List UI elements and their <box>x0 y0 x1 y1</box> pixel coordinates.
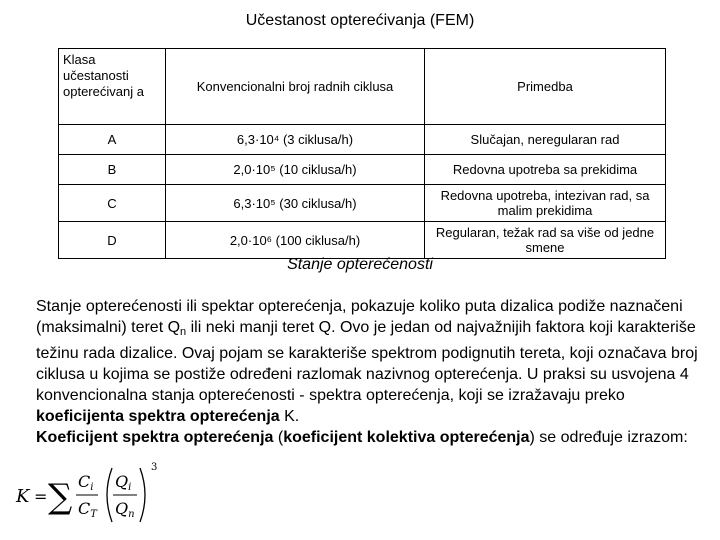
p2-text-b: ) se određuje izrazom: <box>529 429 688 446</box>
table-row <box>59 185 666 222</box>
table-header-row <box>59 49 666 125</box>
cell-broj: 2,0·10⁵ (10 ciklusa/h) <box>166 155 425 185</box>
cell-primedba: Redovna upotreba sa prekidima <box>425 155 666 185</box>
formula-qn-sub: n <box>128 509 135 520</box>
formula-ci-letter: C <box>78 472 91 491</box>
formula-ci <box>78 472 93 493</box>
cell-klasa: C <box>59 185 166 222</box>
section-heading: Stanje opterećenosti <box>287 256 433 273</box>
cell-broj: 2,0·10⁶ (100 ciklusa/h) <box>166 222 425 259</box>
cell-klasa: B <box>59 155 166 185</box>
table-row <box>59 125 666 155</box>
cell-broj: 6,3·10⁵ (30 ciklusa/h) <box>166 185 425 222</box>
table-row <box>59 155 666 185</box>
cell-primedba: Redovna upotreba, intezivan rad, sa malim prekidima <box>425 185 666 222</box>
p2-bold-term-1: Koeficijent spektra opterećenja <box>36 429 274 446</box>
p2-bold-term-2: koeficijent kolektiva opterećenja <box>283 429 530 446</box>
formula-qn <box>115 499 135 520</box>
header-klasa: Klasa učestanosti opterećivanj a <box>59 49 166 125</box>
formula-sigma: ∑ <box>48 477 73 517</box>
formula-paren-left <box>107 468 112 522</box>
formula-cr-letter: C <box>78 499 91 518</box>
p1-text-b: ili neki manji teret Q. Ovo je jedan od najvažnijih faktora koji karakteriše težinu rada dizalice. Ovaj pojam se karakteriše spektrom podignutih tereta, koji označava broj ciklusa u kojima se postiže određeni razlomak nazivnog opterećenja. U praksi su usvojena 4 konvencionalna stanja opterećenosti - spektra opterećenja, koji se izražavaju preko <box>36 319 698 404</box>
formula-qi <box>115 472 131 493</box>
body-text <box>8 296 712 448</box>
formula-qi-letter: Q <box>115 472 129 491</box>
cell-broj: 6,3·10⁴ (3 ciklusa/h) <box>166 125 425 155</box>
formula-ci-sub: i <box>90 482 94 493</box>
p1-text-c: K. <box>279 408 300 425</box>
header-primedba: Primedba <box>425 49 666 125</box>
formula-lhs: K <box>16 486 30 507</box>
formula-cr-sub: T <box>90 509 97 520</box>
cell-primedba: Regularan, težak rad sa više od jedne smene <box>425 222 666 259</box>
formula-exponent: 3 <box>151 462 158 473</box>
cell-primedba: Slučajan, neregularan rad <box>425 125 666 155</box>
formula-equals: = <box>34 487 48 506</box>
p2-text-a: ( <box>273 429 284 446</box>
formula-k <box>14 458 174 534</box>
formula-cr <box>78 499 98 520</box>
p1-bold-term: koeficijenta spektra opterećenja <box>36 408 280 425</box>
header-konvencionalni: Konvencionalni broj radnih ciklusa <box>166 49 425 125</box>
formula-paren-right <box>140 468 145 522</box>
p1-text-a: Stanje opterećenosti ili spektar opterećenja, pokazuje koliko puta dizalica podiže naznačeni (maksimalni) teret Q <box>36 298 683 336</box>
p1-subscript: n <box>180 326 187 338</box>
fem-class-table <box>58 48 666 259</box>
formula-qi-sub: i <box>128 482 132 493</box>
cell-klasa: A <box>59 125 166 155</box>
page-title: Učestanost opterećivanja (FEM) <box>245 12 475 29</box>
paragraph-2 <box>8 427 712 448</box>
cell-klasa: D <box>59 222 166 259</box>
paragraph-1 <box>8 296 712 427</box>
table-row <box>59 222 666 259</box>
formula-qn-letter: Q <box>115 499 129 518</box>
